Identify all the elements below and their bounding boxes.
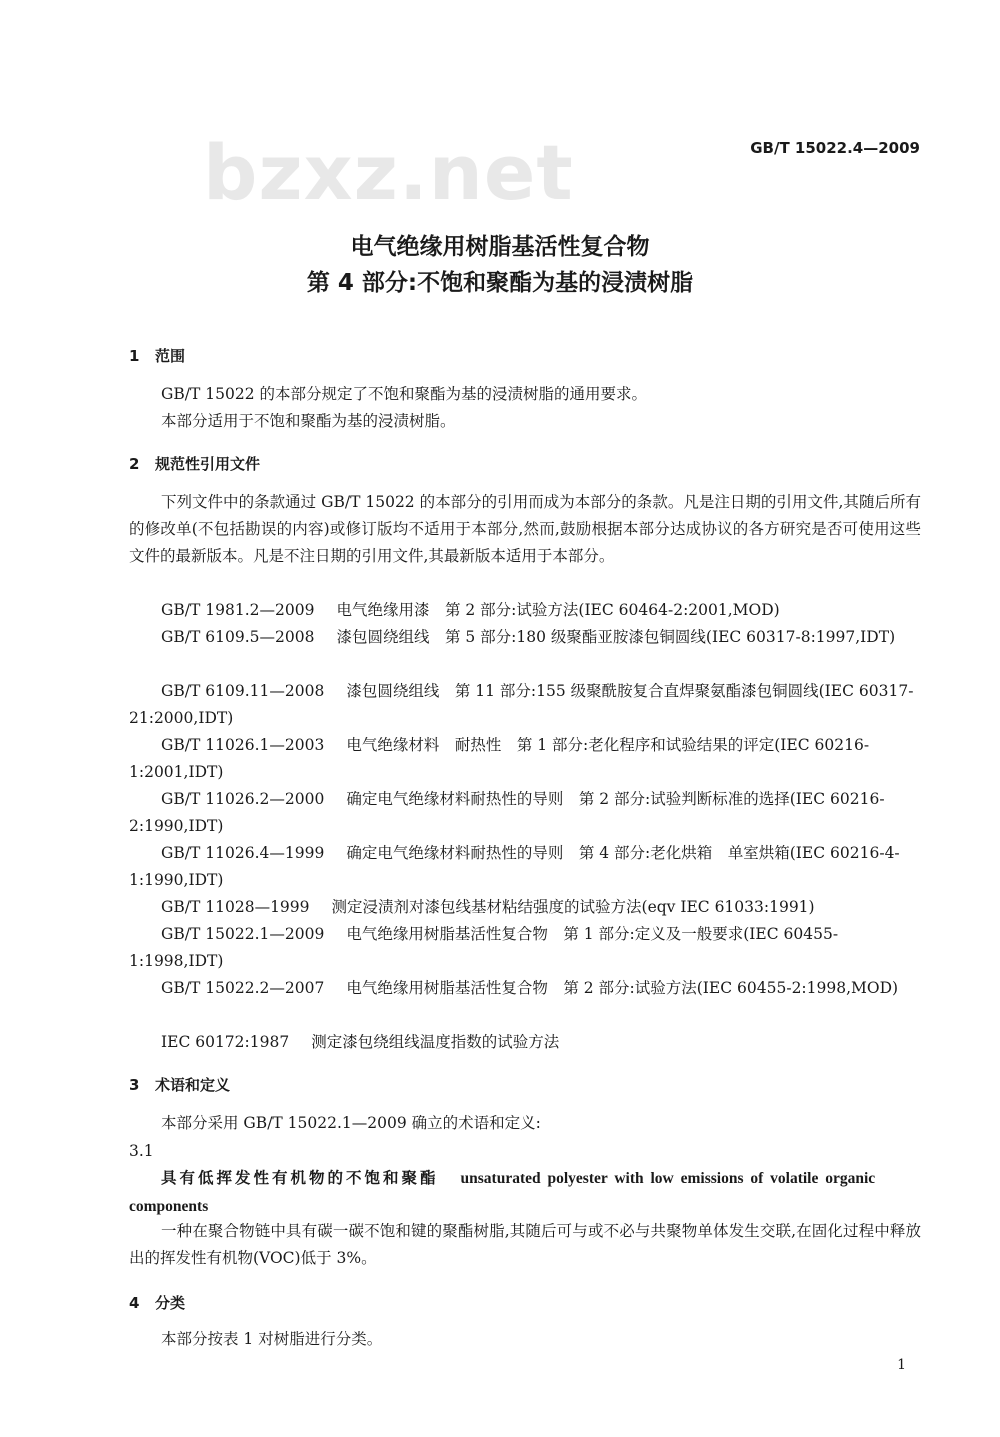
term-definition: 一种在聚合物链中具有碳一碳不饱和键的聚酯树脂,其随后可与或不必与共聚物单体发生交联,在固化过程中释放出的挥发性有机物(VOC)低于 3%。 bbox=[129, 1222, 921, 1267]
watermark: bzxz.net bbox=[203, 128, 574, 217]
section-title: 规范性引用文件 bbox=[155, 455, 261, 473]
reference-item bbox=[129, 624, 921, 651]
section-title: 范围 bbox=[155, 347, 186, 365]
reference-code: GB/T 11026.2—2000 bbox=[161, 790, 325, 808]
section-heading-normative-references bbox=[129, 453, 260, 474]
section-number: 1 bbox=[129, 347, 140, 365]
references-intro-paragraph: 下列文件中的条款通过 GB/T 15022 的本部分的引用而成为本部分的条款。凡是注日期的引用文件,其随后所有的修改单(不包括勘误的内容)或修订版均不适用于本部分,然而,鼓励根据本部分达成协议的各方研究是否可使用这些文件的最新版本。凡是不注日期的引用文件,其最新版本适用于本部分。 bbox=[129, 493, 921, 565]
reference-title: 测定漆包绕组线温度指数的试验方法 bbox=[311, 1033, 560, 1051]
reference-code: GB/T 6109.11—2008 bbox=[161, 682, 325, 700]
reference-item bbox=[129, 597, 921, 624]
term-number: 3.1 bbox=[129, 1142, 154, 1160]
reference-title: 漆包圆绕组线 第 5 部分:180 级聚酯亚胺漆包铜圆线(IEC 60317-8:1997,IDT) bbox=[336, 628, 896, 646]
section-heading-terms-definitions bbox=[129, 1074, 230, 1095]
page-number: 1 bbox=[897, 1357, 906, 1373]
reference-code: GB/T 6109.5—2008 bbox=[161, 628, 315, 646]
reference-code: IEC 60172:1987 bbox=[161, 1033, 290, 1051]
reference-title: 确定电气绝缘材料耐热性的导则 第 4 部分:老化烘箱 单室烘箱(IEC 60216-4-1:1990,IDT) bbox=[129, 844, 900, 889]
reference-item bbox=[129, 921, 921, 975]
reference-title: 测定浸渍剂对漆包线基材粘结强度的试验方法(eqv IEC 61033:1991) bbox=[331, 898, 815, 916]
title-line-2: 第 4 部分:不饱和聚酯为基的浸渍树脂 bbox=[306, 270, 694, 296]
section-heading-classification bbox=[129, 1292, 185, 1313]
reference-code: GB/T 15022.1—2009 bbox=[161, 925, 325, 943]
section-heading-scope bbox=[129, 345, 185, 366]
standard-number: GB/T 15022.4—2009 bbox=[750, 139, 920, 157]
reference-item bbox=[129, 1029, 921, 1056]
scope-paragraph-2: 本部分适用于不饱和聚酯为基的浸渍树脂。 bbox=[161, 412, 456, 430]
reference-title: 电气绝缘材料 耐热性 第 1 部分:老化程序和试验结果的评定(IEC 60216-1:2001,IDT) bbox=[129, 736, 870, 781]
reference-title: 电气绝缘用树脂基活性复合物 第 2 部分:试验方法(IEC 60455-2:1998,MOD) bbox=[346, 979, 899, 997]
reference-item bbox=[129, 894, 921, 921]
section-number: 4 bbox=[129, 1294, 140, 1312]
section-title: 术语和定义 bbox=[155, 1076, 231, 1094]
classification-paragraph: 本部分按表 1 对树脂进行分类。 bbox=[161, 1330, 383, 1348]
reference-item bbox=[129, 786, 921, 840]
section-number: 2 bbox=[129, 455, 140, 473]
terms-intro-paragraph: 本部分采用 GB/T 15022.1—2009 确立的术语和定义: bbox=[161, 1114, 541, 1132]
reference-code: GB/T 11026.4—1999 bbox=[161, 844, 325, 862]
reference-item bbox=[129, 678, 921, 732]
section-title: 分类 bbox=[155, 1294, 186, 1312]
reference-item bbox=[129, 840, 921, 894]
reference-title: 电气绝缘用树脂基活性复合物 第 1 部分:定义及一般要求(IEC 60455-1:1998,IDT) bbox=[129, 925, 839, 970]
reference-code: GB/T 11026.1—2003 bbox=[161, 736, 325, 754]
term-chinese: 具有低挥发性有机物的不饱和聚酯 bbox=[161, 1169, 439, 1187]
reference-item bbox=[129, 975, 921, 1002]
reference-code: GB/T 11028—1999 bbox=[161, 898, 310, 916]
reference-code: GB/T 15022.2—2007 bbox=[161, 979, 325, 997]
term-english: unsaturated polyester with low emissions of volatile organic components bbox=[129, 1170, 876, 1215]
reference-code: GB/T 1981.2—2009 bbox=[161, 601, 315, 619]
term-heading bbox=[129, 1164, 921, 1220]
reference-title: 确定电气绝缘材料耐热性的导则 第 2 部分:试验判断标准的选择(IEC 60216-2:1990,IDT) bbox=[129, 790, 885, 835]
section-number: 3 bbox=[129, 1076, 140, 1094]
reference-title: 电气绝缘用漆 第 2 部分:试验方法(IEC 60464-2:2001,MOD) bbox=[336, 601, 780, 619]
scope-paragraph-1: GB/T 15022 的本部分规定了不饱和聚酯为基的浸渍树脂的通用要求。 bbox=[161, 385, 647, 403]
reference-item bbox=[129, 732, 921, 786]
reference-title: 漆包圆绕组线 第 11 部分:155 级聚酰胺复合直焊聚氨酯漆包铜圆线(IEC 60317-21:2000,IDT) bbox=[129, 682, 914, 727]
title-line-1: 电气绝缘用树脂基活性复合物 bbox=[350, 234, 650, 260]
